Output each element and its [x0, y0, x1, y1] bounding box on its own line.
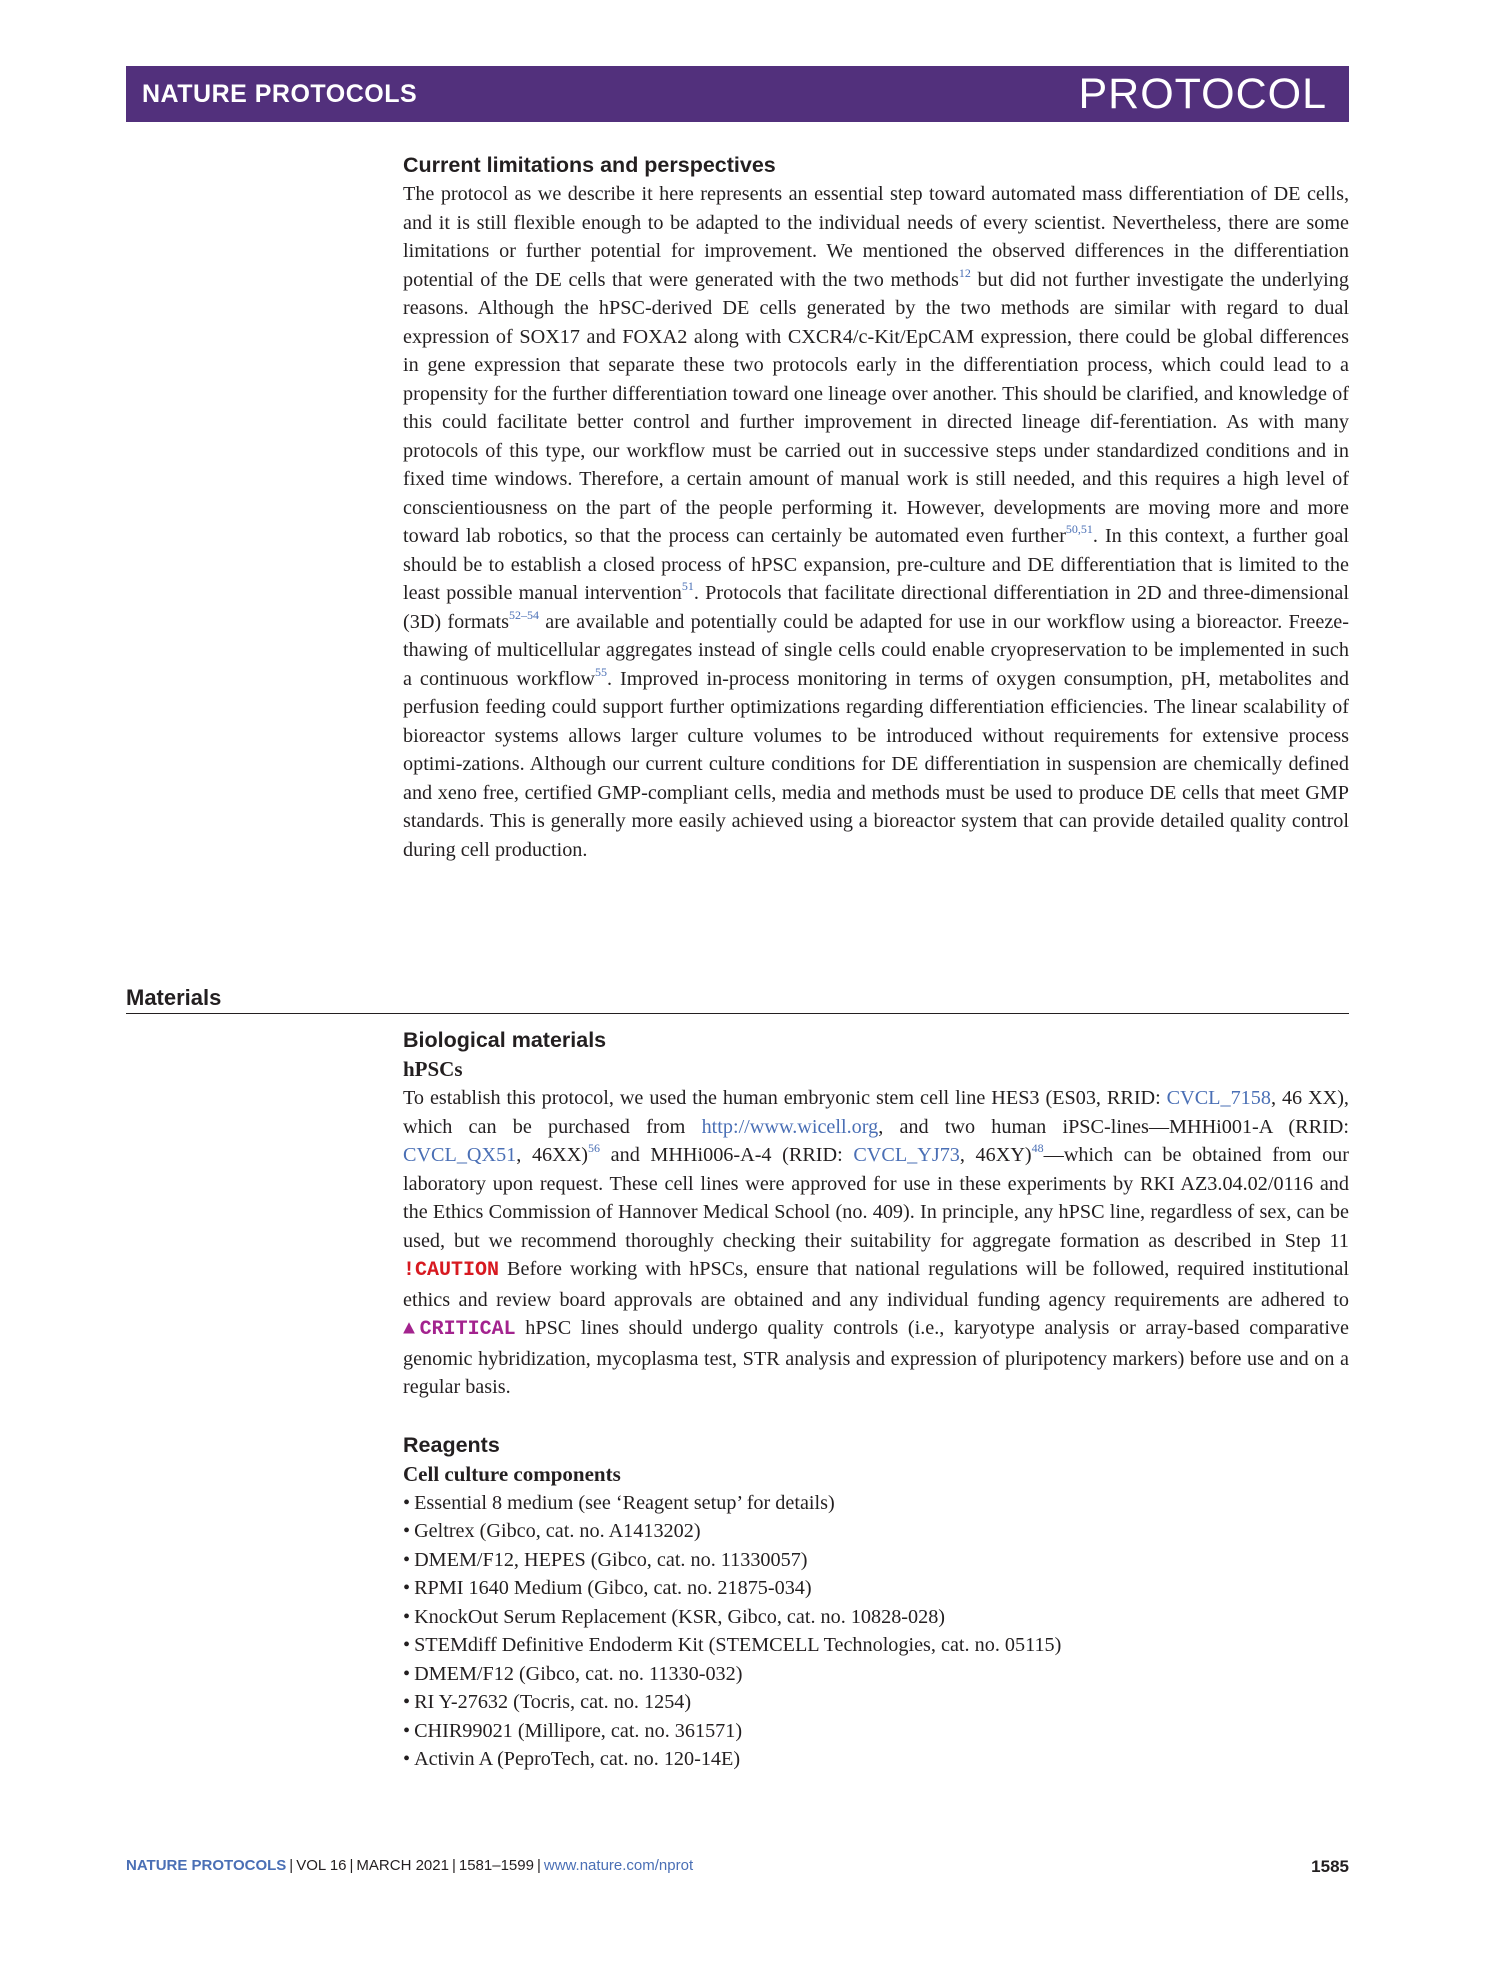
caution-label: !CAUTION: [403, 1259, 500, 1282]
hpscs-heading: hPSCs: [403, 1057, 463, 1081]
list-item: • Activin A (PeproTech, cat. no. 120-14E): [403, 1745, 1349, 1774]
cell-culture-components-heading: Cell culture components: [403, 1461, 621, 1486]
limitations-section: [403, 150, 1349, 864]
list-item: • RPMI 1640 Medium (Gibco, cat. no. 21875-034): [403, 1574, 1349, 1603]
list-item: • Essential 8 medium (see ‘Reagent setup’ for details): [403, 1489, 1349, 1518]
list-item: • Geltrex (Gibco, cat. no. A1413202): [403, 1517, 1349, 1546]
article-type: PROTOCOL: [1078, 70, 1327, 118]
materials-body: [403, 1025, 1349, 1774]
ref-52-54[interactable]: 52–54: [509, 607, 540, 622]
ref-12[interactable]: 12: [958, 265, 971, 280]
rrid-link-cvcl-7158[interactable]: CVCL_7158: [1166, 1087, 1271, 1109]
footer-journal: NATURE PROTOCOLS: [126, 1857, 287, 1874]
page-footer: NATURE PROTOCOLS | VOL 16 | MARCH 2021 | 1581–1599 | www.nature.com/nprot 1585: [126, 1857, 1349, 1876]
list-item: • STEMdiff Definitive Endoderm Kit (STEMCELL Technologies, cat. no. 05115): [403, 1631, 1349, 1660]
ref-50-51[interactable]: 50,51: [1065, 522, 1093, 536]
list-item: • DMEM/F12, HEPES (Gibco, cat. no. 11330057): [403, 1546, 1349, 1575]
footer-date: MARCH 2021: [356, 1857, 449, 1874]
ref-56[interactable]: 56: [588, 1141, 601, 1155]
critical-label: ▲CRITICAL: [403, 1318, 516, 1341]
list-item: • CHIR99021 (Millipore, cat. no. 361571): [403, 1717, 1349, 1746]
footer-volume: VOL 16: [296, 1857, 347, 1874]
rrid-link-cvcl-qx51[interactable]: CVCL_QX51: [403, 1144, 517, 1166]
list-item: • RI Y-27632 (Tocris, cat. no. 1254): [403, 1688, 1349, 1717]
list-item: • KnockOut Serum Replacement (KSR, Gibco, cat. no. 10828-028): [403, 1603, 1349, 1632]
ref-48[interactable]: 48: [1031, 1141, 1044, 1155]
limitations-heading: Current limitations and perspectives: [403, 153, 776, 177]
reagent-list: [403, 1489, 1349, 1774]
materials-section-title: Materials: [126, 983, 1349, 1014]
footer-url[interactable]: www.nature.com/nprot: [543, 1857, 694, 1874]
biological-materials-heading: Biological materials: [403, 1028, 607, 1052]
ref-51[interactable]: 51: [681, 579, 694, 593]
hpscs-paragraph: To establish this protocol, we used the human embryonic stem cell line HES3 (ES03, RRID: CVCL_7158, 46 XX), which can be purchased from http://www.wicell.org, and two human iPSC-lines—MHHi001-A (RRID: CVCL_QX51, 46XX)$^{56}$ and MHHi006-A-4 (RRID: CVCL_YJ73, 46XY)$^{48}$—which can be obtained from our laboratory upon request. These cell lines were approved for use in these experiments by RKI AZ3.04.02/0116 and the Ethics Commission of Hannover Medical School (no. 409). In principle, any hPSC line, regardless of sex, can be used, but we recommend thoroughly checking their suitability for aggregate formation as described in Step 11 !CAUTION Before working with hPSCs, ensure that national regulations will be followed, required institutional ethics and review board approvals are obtained and any individual funding agency requirements are adhered to ▲CRITICAL hPSC lines should undergo quality controls (i.e., karyotype analysis or array-based comparative genomic hybridization, mycoplasma test, STR analysis and expression of pluripotency markers) before use and on a regular basis.: [403, 1087, 1349, 1398]
footer-pages: 1581–1599: [458, 1857, 534, 1874]
ref-55[interactable]: 55: [595, 664, 607, 679]
rrid-link-cvcl-yj73[interactable]: CVCL_YJ73: [853, 1144, 960, 1166]
wicell-link[interactable]: http://www.wicell.org: [701, 1115, 879, 1138]
list-item: • DMEM/F12 (Gibco, cat. no. 11330-032): [403, 1660, 1349, 1689]
journal-header-banner: [126, 66, 1349, 122]
journal-name: NATURE PROTOCOLS: [142, 80, 418, 108]
page-number: 1585: [1311, 1857, 1349, 1876]
reagents-heading: Reagents: [403, 1432, 500, 1457]
limitations-paragraph: The protocol as we describe it here represents an essential step toward automated mass differentiation of DE cells, and it is still flexible enough to be adapted to the individual needs of every scientist. Nevertheless, there are some limitations or further potential for improvement. We mentioned the observed differences in the differentiation potential of the DE cells that were generated with the two methods$^{12}$ but did not further investigate the underlying reasons. Although the hPSC-derived DE cells generated by the two methods are similar with regard to dual expression of SOX17 and FOXA2 along with CXCR4/c-Kit/EpCAM expression, there could be global differences in gene expression that separate these two protocols early in the differentiation process, which could lead to a propensity for the further differentiation toward one lineage over another. This should be clarified, and knowledge of this could facilitate better control and further improvement in directed lineage dif-ferentiation. As with many protocols of this type, our workflow must be carried out in successive steps under standardized conditions and in fixed time windows. Therefore, a certain amount of manual work is still needed, and this requires a high level of conscientiousness on the part of the people performing it. However, developments are moving more and more toward lab robotics, so that the process can certainly be automated even further$^{50,51}$. In this context, a further goal should be to establish a closed process of hPSC expansion, pre-culture and DE differentiation that is limited to the least possible manual intervention$^{51}$. Protocols that facilitate directional differentiation in 2D and three-dimensional (3D) formats$^{52-54}$ are available and potentially could be adapted for use in our workflow using a bioreactor. Freeze-thawing of multicellular aggregates instead of single cells could enable cryopreservation to be implemented in such a continuous workflow$^{55}$. Improved in-process monitoring in terms of oxygen consumption, pH, metabolites and perfusion feeding could support further optimizations regarding differentiation efficiencies. The linear scalability of bioreactor systems allows larger culture volumes to be introduced without requirements for extensive process optimi-zations. Although our current culture conditions for DE differentiation in suspension are chemically defined and xeno free, certified GMP-compliant cells, media and methods must be used to produce DE cells that meet GMP standards. This is generally more easily achieved using a bioreactor system that can provide detailed quality control during cell production.: [403, 183, 1350, 861]
